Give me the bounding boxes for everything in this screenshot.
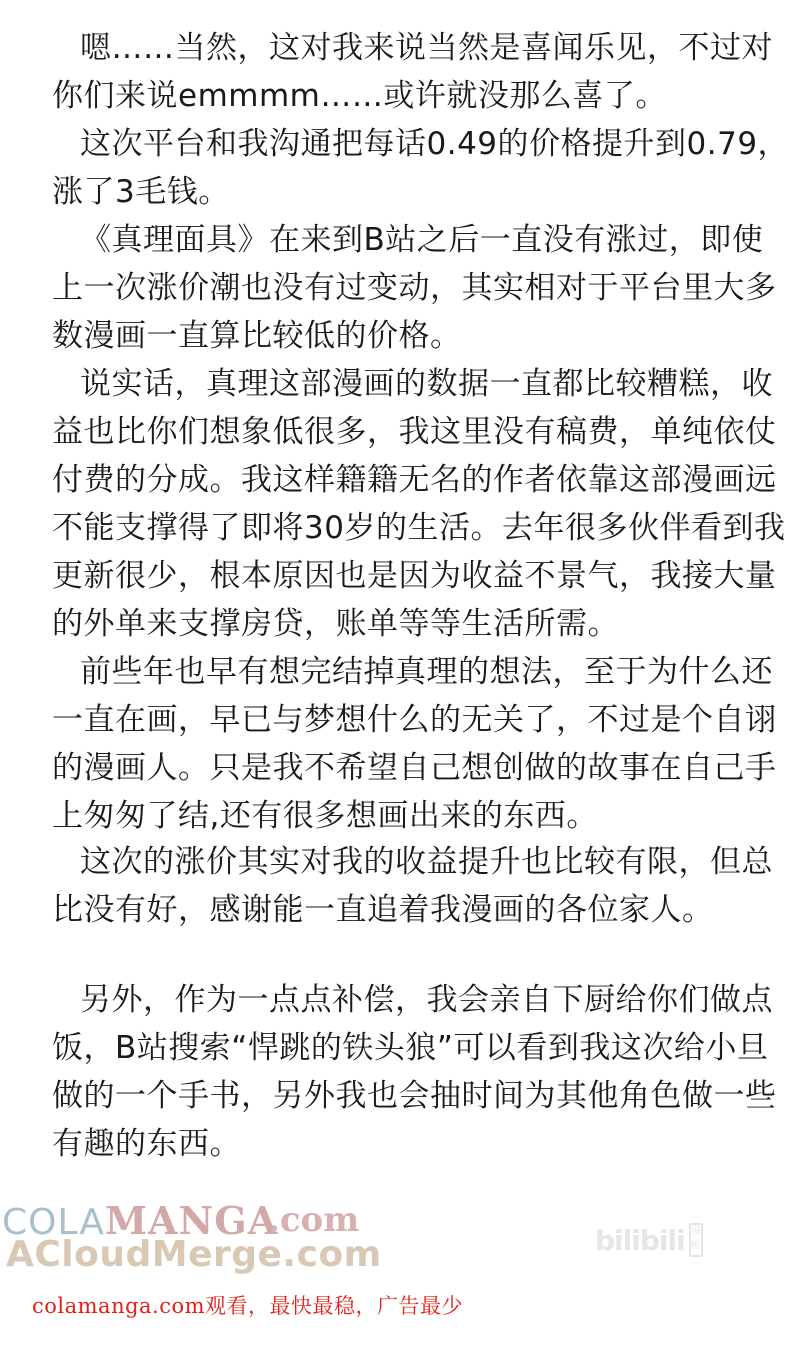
paragraph-5-line-2: 一直在画，早已与梦想什么的无关了，不过是个自诩	[52, 702, 777, 738]
paragraph-4-line-2: 益也比你们想象低很多，我这里没有稿费，单纯依仗	[52, 414, 777, 450]
paragraph-5-line-1: 前些年也早有想完结掉真理的想法，至于为什么还	[80, 654, 773, 690]
paragraph-5-line-3: 的漫画人。只是我不希望自己想创做的故事在自己手	[52, 750, 777, 786]
paragraph-4-line-3: 付费的分成。我这样籍籍无名的作者依靠这部漫画远	[52, 462, 777, 498]
paragraph-4-line-6: 的外单来支撑房贷，账单等等生活所需。	[52, 606, 619, 642]
paragraph-2-line-1: 这次平台和我沟通把每话0.49的价格提升到0.79，	[80, 126, 789, 162]
bilibili-logo	[595, 1220, 701, 1260]
promo-text: colamanga.com观看，最快最稳，广告最少	[32, 1294, 464, 1318]
paragraph-7-line-4: 有趣的东西。	[52, 1126, 241, 1162]
paragraph-7-line-3: 做的一个手书，另外我也会抽时间为其他角色做一些	[52, 1078, 777, 1114]
watermark-manga-text: MANGA	[104, 1198, 279, 1243]
bilibili-logo-text: bilibili	[595, 1223, 685, 1257]
paragraph-6-line-2: 比没有好，感谢能一直追着我漫画的各位家人。	[52, 892, 714, 928]
paragraph-5-line-4: 上匆匆了结,还有很多想画出来的东西。	[52, 798, 598, 834]
paragraph-4-line-5: 更新很少，根本原因也是因为收益不景气，我接大量	[52, 558, 777, 594]
paragraph-1-line-2: 你们来说emmmm……或许就没那么喜了。	[52, 78, 667, 114]
paragraph-4-line-4: 不能支撑得了即将30岁的生活。去年很多伙伴看到我	[52, 510, 786, 546]
watermark-cola-text: COLA	[2, 1202, 105, 1243]
paragraph-6-line-1: 这次的涨价其实对我的收益提升也比较有限，但总	[80, 844, 773, 880]
paragraph-3-line-2: 上一次涨价潮也没有过变动，其实相对于平台里大多	[52, 270, 777, 306]
paragraph-2-line-2: 涨了3毛钱。	[52, 174, 230, 210]
paragraph-7-line-2: 饭，B站搜索“悍跳的铁头狼”可以看到我这次给小旦	[52, 1030, 769, 1066]
paragraph-3-line-1: 《真理面具》在来到B站之后一直没有涨过，即使	[80, 222, 764, 258]
paragraph-4-line-1: 说实话，真理这部漫画的数据一直都比较糟糕，收	[80, 366, 773, 402]
paragraph-3-line-3: 数漫画一直算比较低的价格。	[52, 318, 462, 354]
acloudmerge-watermark: ACloudMerge.com	[6, 1234, 382, 1275]
paragraph-7-line-1: 另外，作为一点点补偿，我会亲自下厨给你们做点	[80, 982, 773, 1018]
watermark-dotcom-text: .com	[268, 1200, 360, 1240]
bilibili-manga-badge: 漫画	[689, 1223, 703, 1257]
paragraph-1-line-1: 嗯……当然，这对我来说当然是喜闻乐见，不过对	[80, 30, 773, 66]
